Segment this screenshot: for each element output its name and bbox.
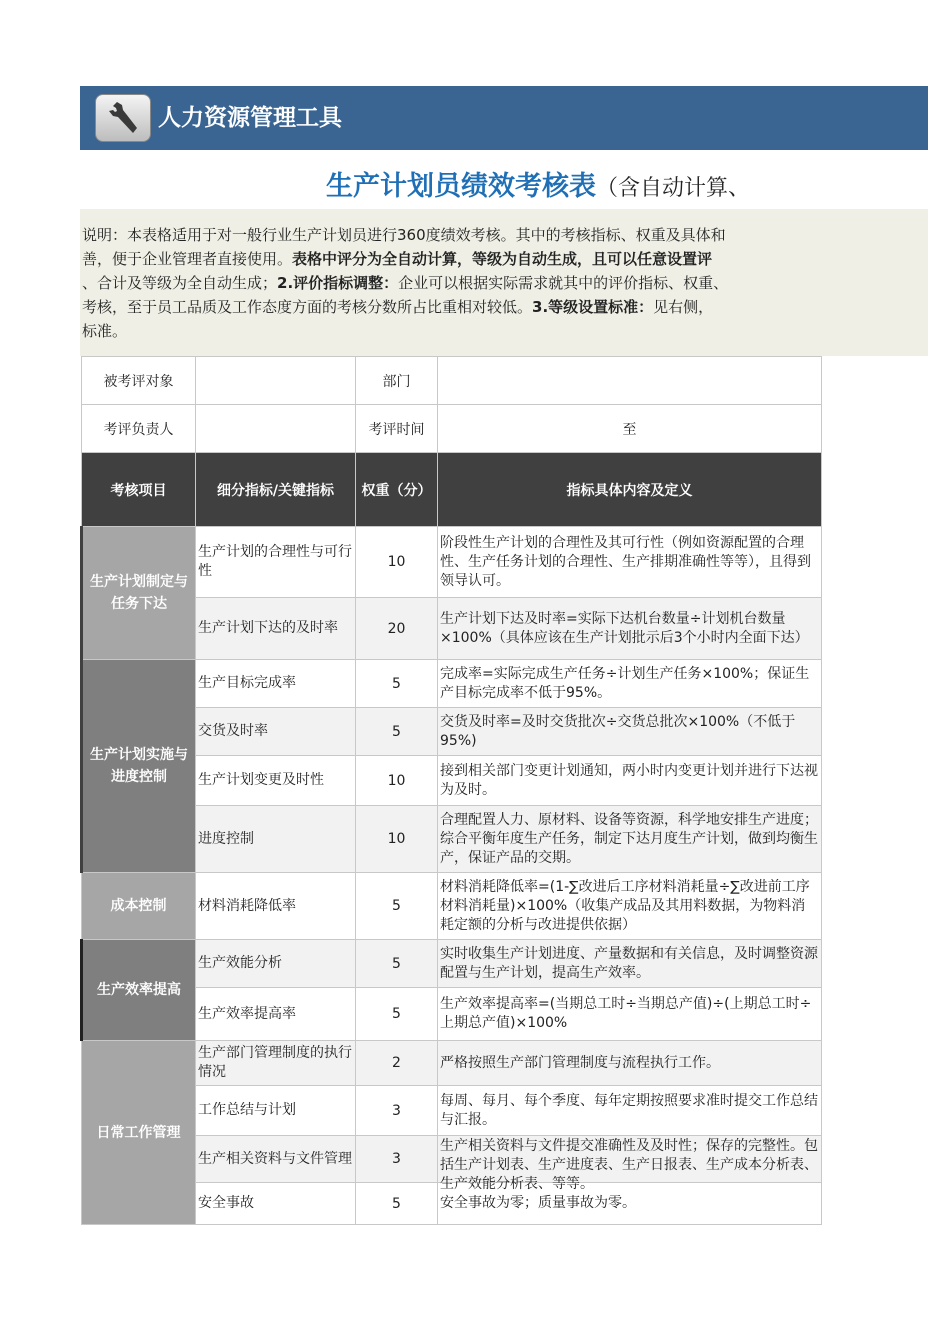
- definition-cell: [438, 1136, 822, 1192]
- weight-cell[interactable]: 5: [356, 873, 438, 940]
- table-row: [82, 660, 822, 708]
- description-box: [80, 209, 928, 356]
- time-label: 考评时间: [356, 405, 438, 453]
- definition-cell: 每周、每月、每个季度、每年定期按照要求准时提交工作总结与汇报。: [438, 1086, 822, 1136]
- info-row: [82, 405, 822, 453]
- header-row: [82, 453, 822, 527]
- definition-cell: 合理配置人力、原材料、设备等资源，科学地安排生产进度；综合平衡年度生产任务，制定下达月度生产计划，做到均衡生产，保证产品的交期。: [438, 806, 822, 873]
- table-row: [82, 527, 822, 598]
- indicator-cell: 生产效能分析: [196, 940, 356, 988]
- info-row: [82, 357, 822, 405]
- desc-part: 考核，至于员工品质及工作态度方面的考核分数所占比重相对较低。: [82, 298, 533, 316]
- header-banner: [80, 86, 928, 150]
- indicator-cell: 材料消耗降低率: [196, 873, 356, 940]
- indicator-cell: 生产相关资料与文件管理: [196, 1136, 356, 1183]
- indicator-cell: 安全事故: [196, 1183, 356, 1225]
- desc-bold: 2.评价指标调整：: [277, 274, 399, 292]
- title-main: 生产计划员绩效考核表: [326, 171, 596, 202]
- indicator-cell: 生产计划下达的及时率: [196, 598, 356, 660]
- definition-cell: 完成率=实际完成生产任务÷计划生产任务×100%；保证生产目标完成率不低于95%。: [438, 660, 822, 708]
- category-cell: 生产计划实施与进度控制: [82, 660, 196, 873]
- indicator-cell: 进度控制: [196, 806, 356, 873]
- weight-cell[interactable]: 3: [356, 1136, 438, 1183]
- weight-cell[interactable]: 2: [356, 1041, 438, 1086]
- weight-cell[interactable]: 10: [356, 756, 438, 806]
- desc-line: [82, 271, 822, 295]
- definition-cell: 生产效率提高率=(当期总工时÷当期总产值)÷(上期总工时÷上期总产值)×100%: [438, 988, 822, 1041]
- definition-cell: 实时收集生产计划进度、产量数据和有关信息，及时调整资源配置与生产计划，提高生产效率。: [438, 940, 822, 988]
- desc-bold: 3.等级设置标准：: [532, 298, 654, 316]
- indicator-cell: 生产目标完成率: [196, 660, 356, 708]
- time-value[interactable]: 至: [438, 405, 822, 453]
- indicator-cell: 工作总结与计划: [196, 1086, 356, 1136]
- weight-cell[interactable]: 10: [356, 806, 438, 873]
- desc-part: 善，便于企业管理者直接使用。: [82, 250, 293, 268]
- subject-value[interactable]: [196, 357, 356, 405]
- definition-cell: 阶段性生产计划的合理性及其可行性（例如资源配置的合理性、生产任务计划的合理性、生产排期准确性等等），且得到领导认可。: [438, 527, 822, 598]
- table-row: [82, 1041, 822, 1086]
- table-row: [82, 873, 822, 940]
- category-cell: 成本控制: [82, 873, 196, 940]
- desc-line: [82, 247, 822, 271]
- weight-cell[interactable]: 5: [356, 940, 438, 988]
- desc-line: [82, 295, 822, 319]
- definition-cell: 安全事故为零；质量事故为零。: [438, 1183, 822, 1225]
- brand-title: 人力资源管理工具: [158, 105, 342, 131]
- indicator-cell: 交货及时率: [196, 708, 356, 756]
- desc-line: 标准。: [82, 322, 128, 340]
- category-cell: 生产效率提高: [82, 940, 196, 1041]
- definition-cell: 交货及时率=及时交货批次÷交货总批次×100%（不低于95%): [438, 708, 822, 756]
- definition-cell: 严格按照生产部门管理制度与流程执行工作。: [438, 1041, 822, 1086]
- weight-cell[interactable]: 5: [356, 708, 438, 756]
- col-item: 考核项目: [82, 453, 196, 527]
- definition-text: 生产相关资料与文件提交准确性及及时性；保存的完整性。包括生产计划表、生产进度表、生产日报表、生产成本分析表、生产效能分析表、等等。: [440, 1138, 818, 1192]
- weight-cell[interactable]: 3: [356, 1086, 438, 1136]
- indicator-cell: 生产部门管理制度的执行情况: [196, 1041, 356, 1086]
- evaluation-table: [80, 356, 822, 1225]
- category-cell: 生产计划制定与任务下达: [82, 527, 196, 660]
- desc-line: 说明：本表格适用于对一般行业生产计划员进行360度绩效考核。其中的考核指标、权重及具体和: [82, 226, 726, 244]
- weight-cell[interactable]: 5: [356, 660, 438, 708]
- col-definition: 指标具体内容及定义: [438, 453, 822, 527]
- weight-cell[interactable]: 5: [356, 1183, 438, 1225]
- subject-label: 被考评对象: [82, 357, 196, 405]
- col-indicator: 细分指标/关键指标: [196, 453, 356, 527]
- indicator-cell: 生产计划变更及时性: [196, 756, 356, 806]
- definition-cell: 生产计划下达及时率=实际下达机台数量÷计划机台数量×100%（具体应该在生产计划批示后3个小时内全面下达）: [438, 598, 822, 660]
- title-suffix: （含自动计算、: [596, 176, 751, 201]
- owner-label: 考评负责人: [82, 405, 196, 453]
- indicator-cell: 生产计划的合理性与可行性: [196, 527, 356, 598]
- desc-part: 、合计及等级为全自动生成；: [82, 274, 278, 292]
- dept-label: 部门: [356, 357, 438, 405]
- dept-value[interactable]: [438, 357, 822, 405]
- wrench-icon: [95, 94, 151, 142]
- owner-value[interactable]: [196, 405, 356, 453]
- description-text: [82, 223, 822, 343]
- weight-cell[interactable]: 5: [356, 988, 438, 1041]
- indicator-cell: 生产效率提高率: [196, 988, 356, 1041]
- weight-cell[interactable]: 10: [356, 527, 438, 598]
- definition-cell: 材料消耗降低率=(1-∑改进后工序材料消耗量÷∑改进前工序材料消耗量)×100%（收集产成品及其用料数据，为物料消耗定额的分析与改进提供依据）: [438, 873, 822, 940]
- weight-cell[interactable]: 20: [356, 598, 438, 660]
- desc-bold: 表格中评分为全自动计算，等级为自动生成，且可以任意设置评: [292, 250, 713, 268]
- col-weight: 权重（分）: [356, 453, 438, 527]
- definition-cell: 接到相关部门变更计划通知，两小时内变更计划并进行下达视为及时。: [438, 756, 822, 806]
- page-title: [326, 164, 750, 203]
- desc-part: 企业可以根据实际需求就其中的评价指标、权重、: [398, 274, 729, 292]
- desc-part: 见右侧，: [653, 298, 714, 316]
- table-row: [82, 940, 822, 988]
- category-cell: 日常工作管理: [82, 1041, 196, 1225]
